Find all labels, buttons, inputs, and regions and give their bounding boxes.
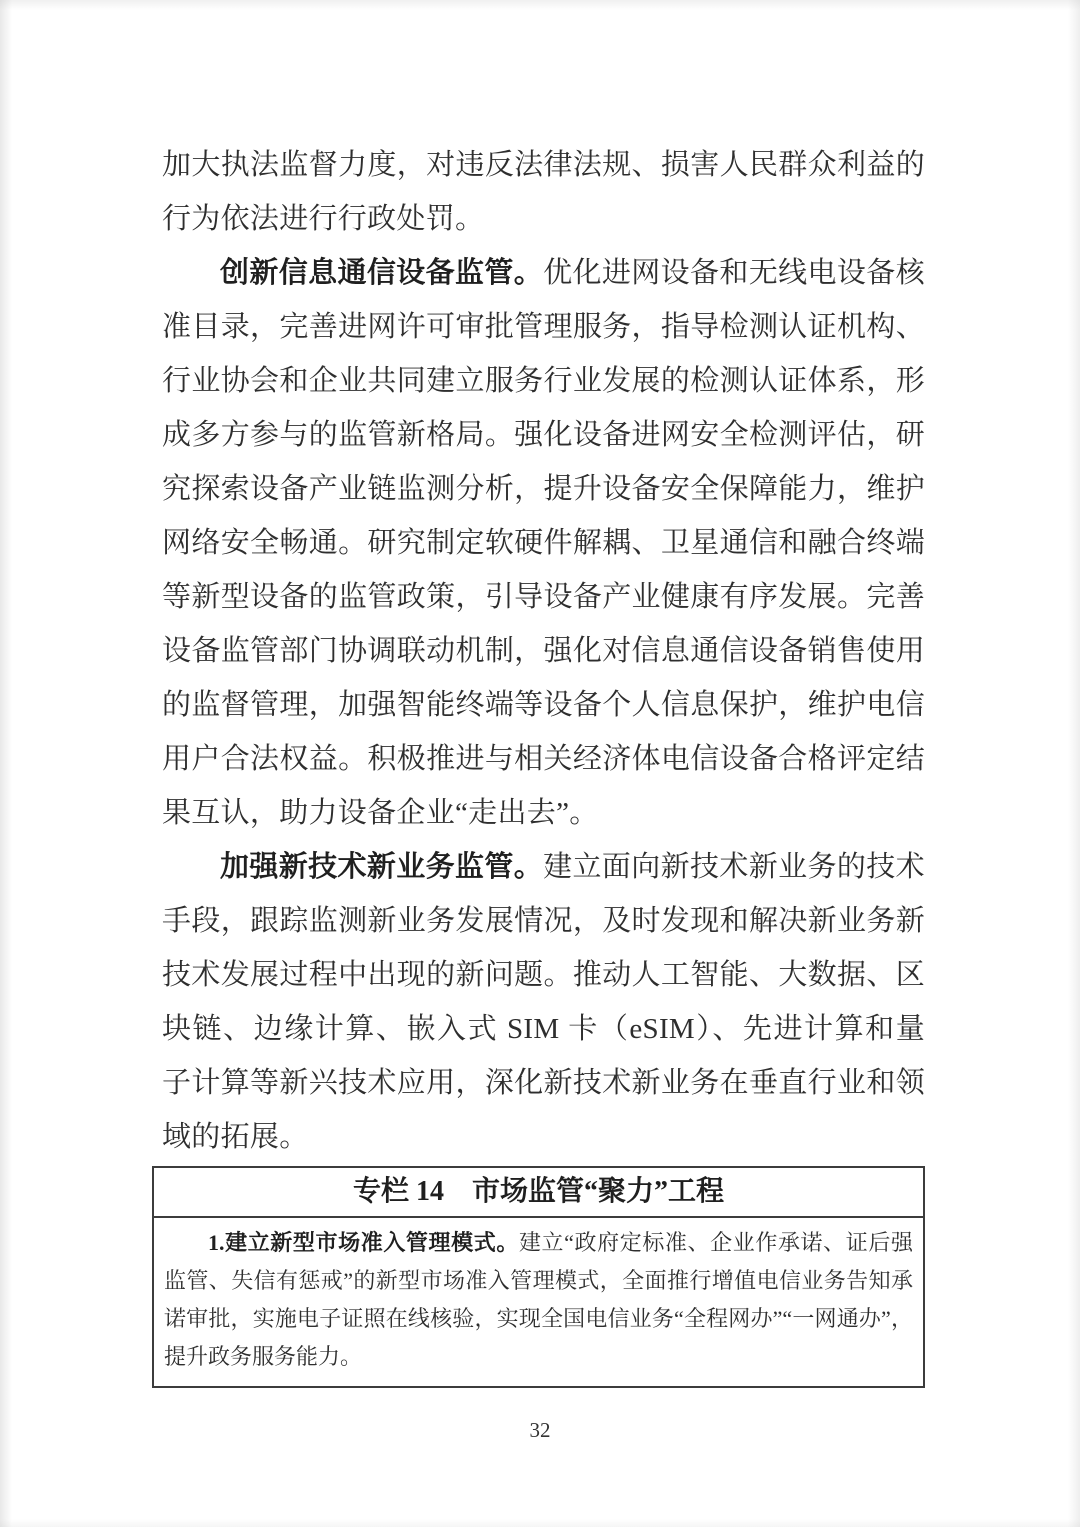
page-number: 32: [529, 1418, 551, 1442]
callout-item-lead: 1.建立新型市场准入管理模式。: [208, 1230, 519, 1255]
paragraph-text: 优化进网设备和无线电设备核准目录，完善进网许可审批管理服务，指导检测认证机构、行业协会和企业共同建立服务行业发展的检测认证体系，形成多方参与的监管新格局。强化设备进网安全检测评估，研究探索设备产业链监测分析，提升设备安全保障能力，维护网络安全畅通。研究制定软硬件解耦、卫星通信和融合终端等新型设备的监管政策，引导设备产业健康有序发展。完善设备监管部门协调联动机制，强化对信息通信设备销售使用的监督管理，加强智能终端等设备个人信息保护，维护电信用户合法权益。积极推进与相关经济体电信设备合格评定结果互认，助力设备企业“走出去”。: [162, 257, 925, 829]
paragraph-text: 加大执法监督力度，对违反法律法规、损害人民群众利益的行为依法进行行政处罚。: [162, 149, 925, 235]
callout-box-item: [164, 1224, 913, 1376]
body-paragraph: [162, 138, 925, 246]
body-paragraph: [162, 246, 925, 840]
paragraph-lead: 创新信息通信设备监管。: [220, 257, 544, 289]
paragraph-lead: 加强新技术新业务监管。: [220, 851, 544, 883]
callout-box-title: 专栏 14 市场监管“聚力”工程: [154, 1168, 923, 1218]
callout-item-text: 建立“政府定标准、企业作承诺、证后强监管、失信有惩戒”的新型市场准入管理模式，全面推行增值电信业务告知承诺审批，实施电子证照在线核验，实现全国电信业务“全程网办”“一网通办”，提升政务服务能力。: [164, 1230, 913, 1369]
body-paragraph: [162, 840, 925, 1164]
callout-box: [152, 1166, 925, 1388]
paragraph-text: 建立面向新技术新业务的技术手段，跟踪监测新业务发展情况，及时发现和解决新业务新技术发展过程中出现的新问题。推动人工智能、大数据、区块链、边缘计算、嵌入式 SIM 卡（eSIM）、先进计算和量子计算等新兴技术应用，深化新技术新业务在垂直行业和领域的拓展。: [162, 851, 925, 1153]
document-page: [162, 138, 925, 1388]
callout-box-body: [154, 1218, 923, 1386]
